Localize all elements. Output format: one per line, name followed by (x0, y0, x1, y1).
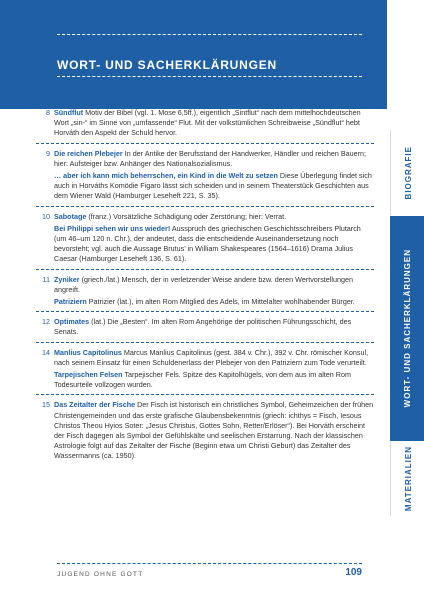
book-title: JUGEND OHNE GOTT (57, 571, 144, 578)
entry-definition: Marcus Manlius Capitolinus (gest. 384 v. Chr.), 392 v. Chr. römischer Konsul, nach seinem Einsatz für einen Schuldenerlass der Plebejer von den Patriziern zum Tode verurteilt. (54, 347, 369, 367)
subterm-label: Patriziern (54, 297, 87, 307)
tab-wort-und-sacherklaerungen[interactable] (390, 216, 424, 441)
entry-divider (36, 311, 374, 313)
entry-body (54, 275, 374, 295)
entry-definition: Der Fisch ist historisch ein christliches Symbol, Geheimzeichen der frühen Christengemeinden und das erste grafische Glaubensbekenntnis (griech: ichthys = Fisch, Iesous Christos Theou Hyios Soter: „Jesus Christus, Gottes Sohn, Retter/Erlöser“). Bei Horváth erscheint der Fisch dagegen als Symbol der Gefühlskälte und seelischen Erstarrung. Nach der klassischen Astrologie folgt auf das Zeitalter der Fische (Beginn etwa um Christi Geburt) das Zeitalter des Wassermanns (ca. 1950). (54, 400, 374, 461)
entry-divider (36, 269, 374, 271)
subterm-label: Tarpejischen Felsen (54, 370, 123, 380)
tab-wort-label: WORT- UND SACHERKLÄRUNGEN (402, 249, 412, 408)
page-reference: 11 (42, 274, 50, 284)
subterm-label: … aber ich kann mich beherrschen, ein Kind in die Welt zu setzen (54, 171, 278, 181)
glossary-entry (36, 317, 374, 337)
subterm-label: Bei Philippi sehen wir uns wieder! (54, 223, 171, 233)
header-dash-bottom (57, 76, 362, 77)
entry-subterm (54, 171, 374, 202)
entry-divider (36, 206, 374, 208)
page-reference: 14 (42, 347, 50, 357)
entry-divider (36, 394, 374, 396)
entry-body (54, 149, 374, 169)
page-reference: 9 (46, 148, 50, 158)
page-reference: 12 (42, 317, 50, 327)
entry-body (54, 400, 374, 461)
subterm-definition: Patrizier (lat.), im alten Rom Mitglied des Adels, im Mittelalter wohlhabender Bürger. (86, 297, 355, 307)
entry-term: Sabotage (54, 211, 87, 221)
subterm-definition: Tarpejischer Fels. Spitze des Kapitolhügels, von dem aus im alten Rom Todesurteile vollzogen wurden. (54, 370, 351, 390)
entry-term: Zyniker (54, 274, 80, 284)
subterm-definition: Ausspruch des griechischen Geschichtsschreibers Plutarch (um 46–um 120 n. Chr.), der andeutet, dass die entscheidende Auseinandersetzung noch bevorsteht; vgl. auch die Aussage Brutus’ in William Shakespeares (1564–1616) Drama Julius Caesar (Hamburger Leseheft 136, S. 61). (54, 223, 361, 264)
glossary-entry (36, 149, 374, 202)
page-reference: 8 (46, 108, 50, 117)
entry-divider (36, 143, 374, 145)
entry-body (54, 212, 374, 222)
glossary-entry (36, 212, 374, 265)
glossary-entry (36, 108, 374, 139)
entry-body (54, 348, 374, 368)
entry-subterm (54, 224, 374, 265)
subterm-definition: Diese Überlegung findet sich auch in Horváths Komödie Figaro lässt sich scheiden und in seinem Theaterstück Geschichten aus dem Wiener Wald (Hamburger Leseheft 221, S. 35). (54, 171, 372, 201)
entry-divider (36, 342, 374, 344)
entry-definition: (griech./lat.) Mensch, der in verletzender Weise andere bzw. deren Wertvorstellungen angreift. (54, 274, 353, 294)
glossary-entry (36, 400, 374, 461)
page-reference: 15 (42, 400, 50, 410)
entry-definition: In der Antike der Berufsstand der Handwerker, Händler und reichen Bauern; hier: Aufsteiger bzw. Anhänger des Nationalsozialismus. (54, 148, 367, 168)
entry-term: Sündflut (54, 108, 84, 117)
entry-term: Das Zeitalter der Fische (54, 400, 136, 410)
tab-biografie-label: BIOGRAFIE (403, 145, 413, 200)
entry-term: Manlius Capitolinus (54, 347, 122, 357)
tab-biografie[interactable] (390, 130, 424, 215)
entry-term: Optimates (54, 317, 90, 327)
entry-term: Die reichen Plebejer (54, 148, 123, 158)
tab-materialien-label: MATERIALIEN (403, 446, 413, 512)
glossary-content (36, 108, 374, 462)
header-banner (0, 0, 387, 109)
header-dash-top (57, 34, 362, 35)
entry-subterm (54, 370, 374, 390)
footer-divider (57, 563, 362, 564)
entry-definition: (lat.) Die „Besten“. Im alten Rom Angehörige der politischen Führungsschicht, des Senats. (54, 317, 352, 337)
entry-definition: Motiv der Bibel (vgl. 1. Mose 6,5ff.), eigentlich „Sintflut“ nach dem mittelhochdeutschen Wort „sin-“ im Sinne von „umfassende“ Flut. Mit der volkstümlichen Schreibweise „Sündflut“ hebt Horváth den Aspekt der Schuld hervor. (54, 108, 361, 138)
page-title: WORT- UND SACHERKLÄRUNGEN (57, 58, 277, 72)
glossary-entry (36, 275, 374, 308)
entry-subterm (54, 297, 374, 307)
page-reference: 10 (42, 211, 50, 221)
tab-materialien[interactable] (390, 442, 424, 516)
entry-definition: (franz.) Vorsätzliche Schädigung oder Zerstörung; hier: Verrat. (86, 211, 287, 221)
page-number: 109 (345, 567, 362, 578)
glossary-entry (36, 348, 374, 391)
entry-body (54, 317, 374, 337)
entry-body (54, 108, 374, 139)
